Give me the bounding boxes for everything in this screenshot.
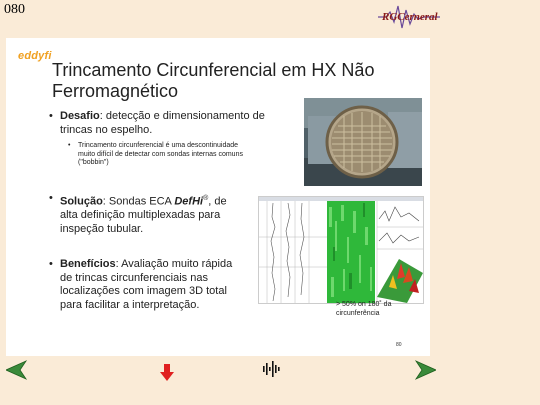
slide-title bbox=[52, 60, 412, 102]
audio-waveform-icon[interactable] bbox=[262, 360, 282, 383]
bullet-desafio bbox=[60, 110, 300, 137]
slide-title-line2: Ferromagnético bbox=[52, 81, 179, 101]
brand-logo bbox=[378, 2, 440, 32]
brand-logo-text: RGCerneral bbox=[382, 11, 438, 23]
bullet-desafio-text-1: : detecção e dimensionamento de bbox=[99, 110, 265, 122]
slide bbox=[6, 38, 430, 356]
registered-mark: ® bbox=[203, 195, 209, 202]
bullet-solucao-text-3: inspeção tubular. bbox=[60, 222, 144, 235]
prev-arrow-icon[interactable] bbox=[6, 360, 28, 385]
caption-line-1: > 50% on 180˚ da bbox=[336, 301, 392, 308]
bullet-solucao-text-2: alta definição multiplexadas para bbox=[60, 209, 221, 222]
bullet-beneficios-text-2: de trincas circunferenciais nas bbox=[60, 271, 208, 284]
sub-bullet-note bbox=[78, 142, 298, 168]
bullet-beneficios bbox=[60, 258, 260, 312]
slide-title-line1: Trincamento Circunferencial em HX Não bbox=[52, 60, 375, 80]
bullet-beneficios-text-3: localizações com imagem 3D total bbox=[60, 285, 227, 297]
eddyfi-logo bbox=[18, 50, 52, 62]
sub-bullet-line-2: muito difícil de detectar com sondas internas comuns bbox=[78, 150, 243, 158]
sub-bullet-line-1: • Trincamento circunferencial é uma descontinuidade bbox=[78, 142, 239, 149]
heat-exchanger-photo bbox=[304, 98, 422, 186]
sub-bullet-line-3: ("bobbin") bbox=[78, 159, 109, 166]
bullet-beneficios-text-4: para facilitar a interpretação. bbox=[60, 298, 200, 311]
next-arrow-icon[interactable] bbox=[414, 360, 436, 385]
bullet-beneficios-label: Benefícios bbox=[60, 258, 116, 270]
bullet-desafio-text-2: trincas no espelho. bbox=[60, 123, 153, 136]
bullet-desafio-label: Desafio bbox=[60, 110, 100, 122]
image-caption bbox=[336, 300, 431, 318]
slide-inner-page-number: 80 bbox=[396, 342, 402, 348]
page-number: 080 bbox=[4, 2, 25, 17]
bullet-solucao-product: DefHi bbox=[174, 195, 204, 208]
bullet-solucao-post: , de bbox=[208, 195, 227, 208]
down-arrow-icon[interactable] bbox=[160, 364, 174, 387]
eddyfi-logo-text: eddyfi bbox=[18, 50, 52, 62]
bullet-beneficios-text-1: : Avaliação muito rápida bbox=[115, 258, 233, 270]
caption-line-2: circunferência bbox=[336, 310, 380, 317]
bullet-solucao-label: Solução bbox=[60, 195, 103, 208]
bullet-solucao-pre: : Sondas ECA bbox=[102, 195, 175, 208]
bullet-solucao bbox=[60, 192, 260, 236]
inspection-software-screenshot bbox=[258, 196, 424, 304]
